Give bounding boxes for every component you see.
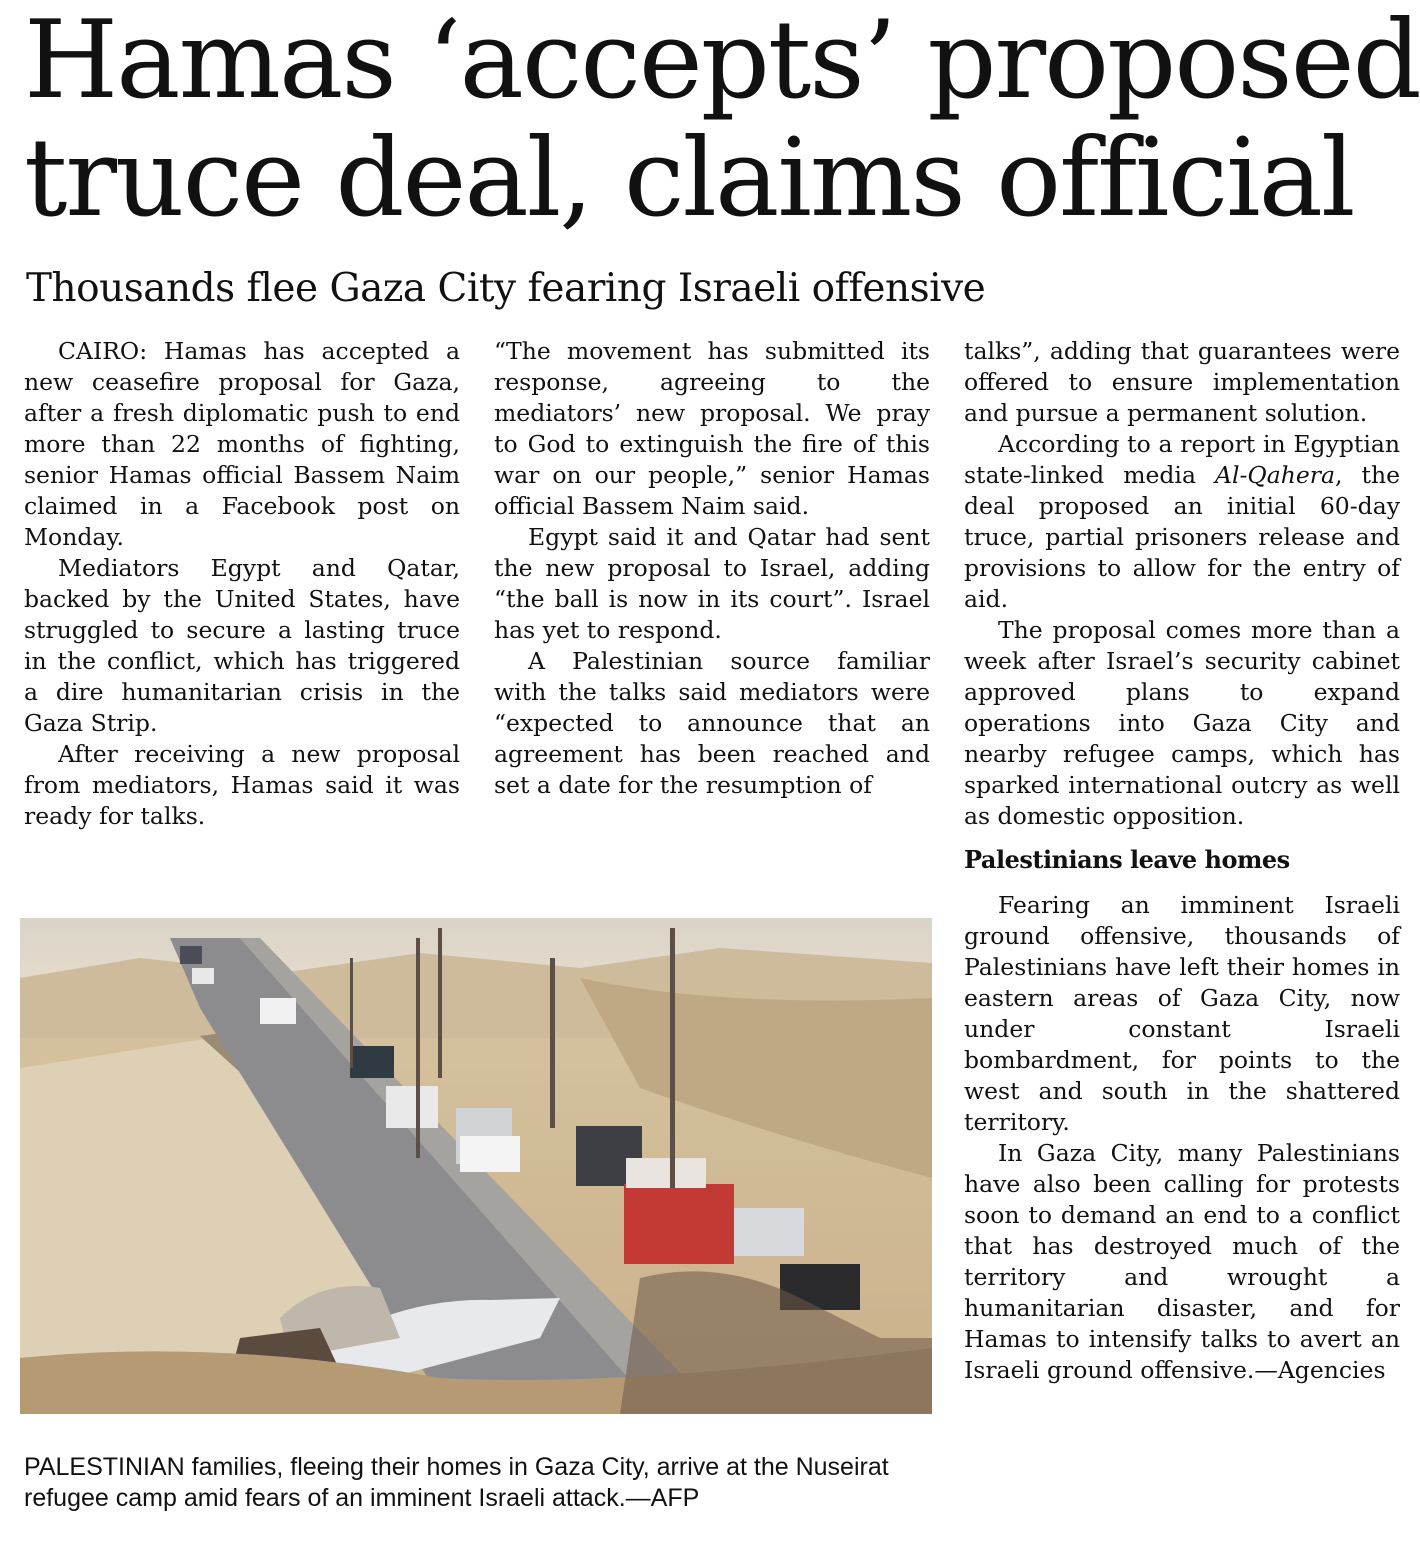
publication-name: Al-Qahera bbox=[1215, 461, 1335, 489]
headline-line-2: truce deal, claims official bbox=[24, 116, 1354, 241]
paragraph: CAIRO: Hamas has accepted a new ceasefire proposal for Gaza, after a fresh diplomatic push to end more than 22 months of fighting, senior Hamas official Bassem Naim claimed in a Facebook post on Monday. bbox=[24, 337, 460, 551]
paragraph: Fearing an imminent Israeli ground offensive, thousands of Palestinians have left their homes in eastern areas of Gaza City, now under constant Israeli bombardment, for points to the west and south in the shattered territory. bbox=[964, 891, 1400, 1136]
news-photo bbox=[20, 918, 932, 1414]
subheadline: Thousands flee Gaza City fearing Israeli offensive bbox=[26, 266, 986, 311]
headline-line-1: Hamas ‘accepts’ proposed bbox=[24, 0, 1420, 123]
paragraph: The proposal comes more than a week after Israel’s security cabinet approved plans to expand operations into Gaza City and nearby refugee camps, which has sparked international outcry as well as domestic opposition. bbox=[964, 616, 1400, 830]
headline bbox=[24, 0, 1420, 241]
paragraph-text: According to a report in Egyptian state-linked media bbox=[964, 430, 1400, 489]
paragraph: A Palestinian source familiar with the talks said mediators were “expected to announce that an agreement has been reached and set a date for the resumption of bbox=[494, 647, 930, 799]
photo-illustration bbox=[20, 918, 932, 1414]
paragraph: Egypt said it and Qatar had sent the new proposal to Israel, adding “the ball is now in its court”. Israel has yet to respond. bbox=[494, 523, 930, 644]
article-column-3 bbox=[964, 336, 1400, 1386]
article-column-2 bbox=[494, 336, 930, 801]
paragraph: In Gaza City, many Palestinians have also been calling for protests soon to demand an end to a conflict that has destroyed much of the territory and wrought a humanitarian disaster, and for Hamas to intensify talks to avert an Israeli ground offensive.—Agencies bbox=[964, 1139, 1400, 1384]
paragraph bbox=[964, 429, 1400, 615]
paragraph: talks”, adding that guarantees were offered to ensure implementation and pursue a permanent solution. bbox=[964, 337, 1400, 427]
paragraph-text: , the deal proposed an initial 60-day truce, partial prisoners release and provisions to allow for the entry of aid. bbox=[964, 461, 1400, 613]
section-subhead: Palestinians leave homes bbox=[964, 845, 1290, 874]
article-column-1 bbox=[24, 336, 460, 832]
paragraph: Mediators Egypt and Qatar, backed by the United States, have struggled to secure a lasting truce in the conflict, which has triggered a dire humanitarian crisis in the Gaza Strip. bbox=[24, 554, 460, 737]
paragraph: “The movement has submitted its response, agreeing to the mediators’ new proposal. We pray to God to extinguish the fire of this war on our people,” senior Hamas official Bassem Naim said. bbox=[494, 337, 930, 520]
photo-caption: PALESTINIAN families, fleeing their homes in Gaza City, arrive at the Nuseirat refugee camp amid fears of an imminent Israeli attack.—AFP bbox=[24, 1453, 889, 1512]
paragraph: After receiving a new proposal from mediators, Hamas said it was ready for talks. bbox=[24, 740, 460, 830]
